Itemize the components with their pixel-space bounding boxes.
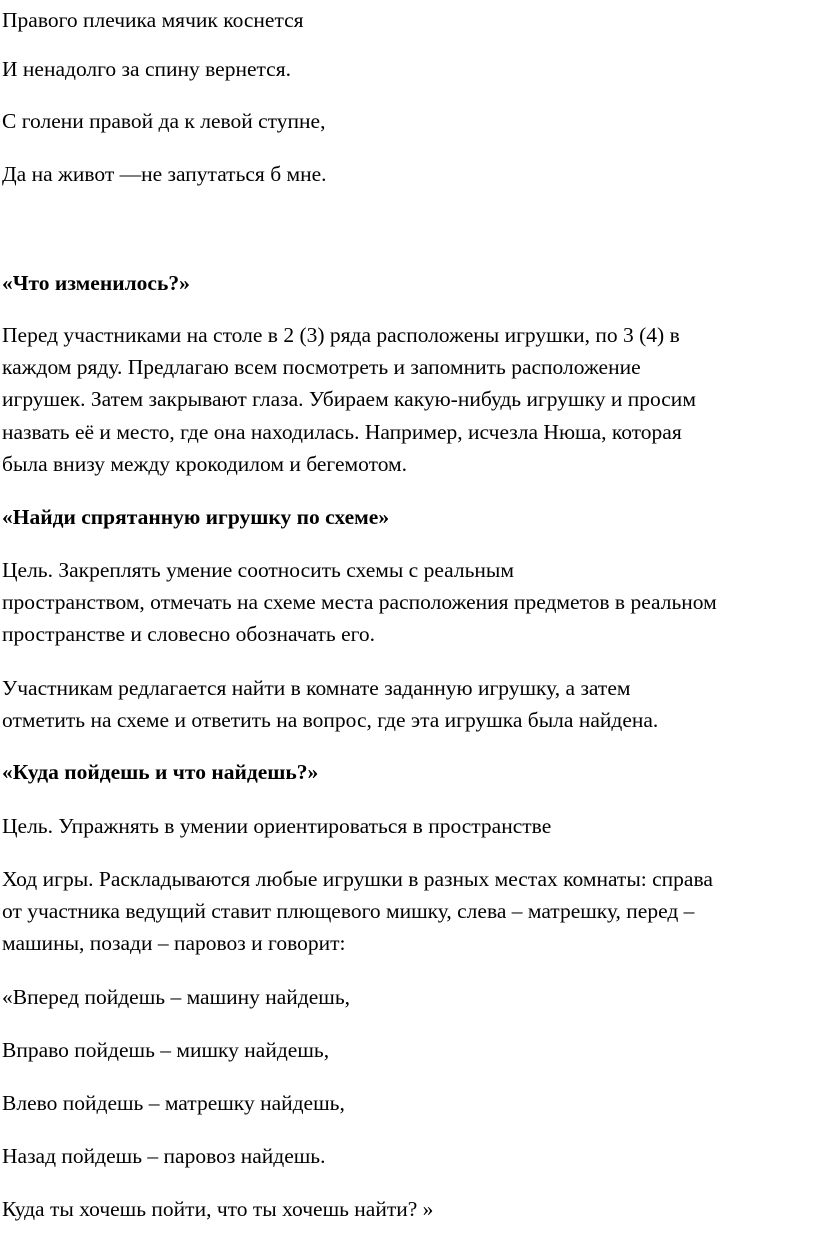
paragraph-line: игрушек. Затем закрывают глаза. Убираем какую-нибудь игрушку и просим [2, 387, 696, 411]
paragraph-line: Перед участниками на столе в 2 (3) ряда расположены игрушки, по 3 (4) в [2, 323, 680, 347]
poem-line: Правого плечика мячик коснется [2, 8, 304, 32]
verse-line: Вправо пойдешь – мишку найдешь, [2, 1038, 330, 1062]
paragraph-line: каждом ряду. Предлагаю всем посмотреть и запомнить расположение [2, 355, 641, 379]
goal-line: Цель. Упражнять в умении ориентироваться в пространстве [2, 814, 552, 838]
poem-line: С голени правой да к левой ступне, [2, 109, 326, 133]
verse-line: «Вперед пойдешь – машину найдешь, [2, 985, 351, 1009]
game-title-where-go: «Куда пойдешь и что найдешь?» [2, 760, 319, 784]
game-title-what-changed: «Что изменилось?» [2, 271, 190, 295]
poem-line: Да на живот —не запутаться б мне. [2, 162, 327, 186]
game-title-find-toy: «Найди спрятанную игрушку по схеме» [2, 505, 390, 529]
paragraph-line: Участникам редлагается найти в комнате заданную игрушку, а затем [2, 676, 631, 700]
paragraph-line: была внизу между крокодилом и бегемотом. [2, 452, 408, 476]
verse-line: Назад пойдешь – паровоз найдешь. [2, 1144, 326, 1168]
paragraph-line: машины, позади – паровоз и говорит: [2, 931, 346, 955]
goal-line: Цель. Закреплять умение соотносить схемы с реальным [2, 558, 514, 582]
goal-line: пространством, отмечать на схеме места расположения предметов в реальном [2, 590, 717, 614]
poem-line: И ненадолго за спину вернется. [2, 57, 291, 81]
verse-line: Куда ты хочешь пойти, что ты хочешь найти? » [2, 1197, 434, 1221]
paragraph-line: Ход игры. Раскладываются любые игрушки в разных местах комнаты: справа [2, 867, 713, 891]
paragraph-line: от участника ведущий ставит плющевого мишку, слева – матрешку, перед – [2, 899, 695, 923]
paragraph-line: отметить на схеме и ответить на вопрос, где эта игрушка была найдена. [2, 708, 659, 732]
goal-line: пространстве и словесно обозначать его. [2, 622, 376, 646]
verse-line: Влево пойдешь – матрешку найдешь, [2, 1091, 345, 1115]
paragraph-line: назвать её и место, где она находилась. Например, исчезла Нюша, которая [2, 420, 682, 444]
